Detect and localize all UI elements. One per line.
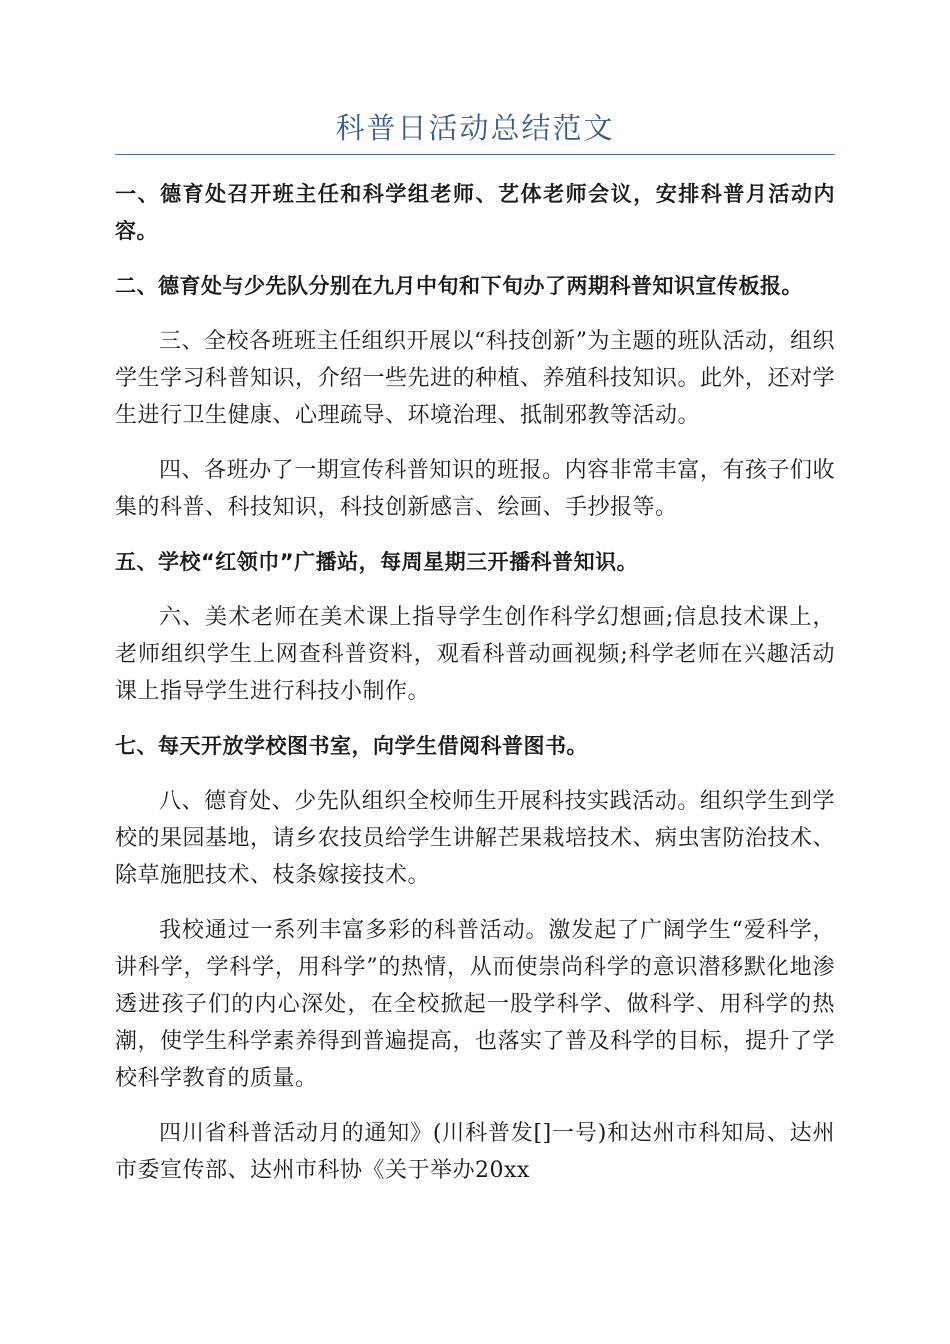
paragraph-4: 四、各班办了一期宣传科普知识的班报。内容非常丰富，有孩子们收集的科普、科技知识，科技创新感言、绘画、手抄报等。 [115, 458, 835, 520]
paragraph-8: 八、德育处、少先队组织全校师生开展科技实践活动。组织学生到学校的果园基地，请乡农技员给学生讲解芒果栽培技术、病虫害防治技术、除草施肥技术、枝条嫁接技术。 [115, 789, 836, 888]
page-title: 科普日活动总结范文 [335, 111, 615, 145]
paragraph-10: 四川省科普活动月的通知》(川科普发[]一号)和达州市科知局、达州市委宣传部、达州市科协《关于举办20xx [115, 1121, 835, 1183]
paragraph-9: 我校通过一系列丰富多彩的科普活动。激发起了广阔学生“爱科学，讲科学，学科学，用科学”的热情，从而使崇尚科学的意识潜移默化地渗透进孩子们的内心深处，在全校掀起一股学科学、做科学、用科学的热潮，使学生科学素养得到普遍提高，也落实了普及科学的目标，提升了学校科学教育的质量。 [115, 918, 836, 1091]
paragraph-2: 二、德育处与少先队分别在九月中旬和下旬办了两期科普知识宣传板报。 [115, 274, 803, 298]
paragraph-3: 三、全校各班班主任组织开展以“科技创新”为主题的班队活动，组织学生学习科普知识，介绍一些先进的种植、养殖科技知识。此外，还对学生进行卫生健康、心理疏导、环境治理、抵制邪教等活动。 [115, 329, 836, 428]
title-block [115, 108, 835, 155]
paragraph-5: 五、学校“红领巾”广播站，每周星期三开播科普知识。 [115, 550, 639, 574]
paragraph-1: 一、德育处召开班主任和科学组老师、艺体老师会议，安排科普月活动内容。 [115, 182, 835, 243]
paragraph-7: 七、每天开放学校图书室，向学生借阅科普图书。 [115, 734, 588, 758]
paragraph-6: 六、美术老师在美术课上指导学生创作科学幻想画;信息技术课上，老师组织学生上网查科普资料，观看科普动画视频;科学老师在兴趣活动课上指导学生进行科技小制作。 [115, 605, 835, 704]
document-body [115, 176, 835, 1207]
